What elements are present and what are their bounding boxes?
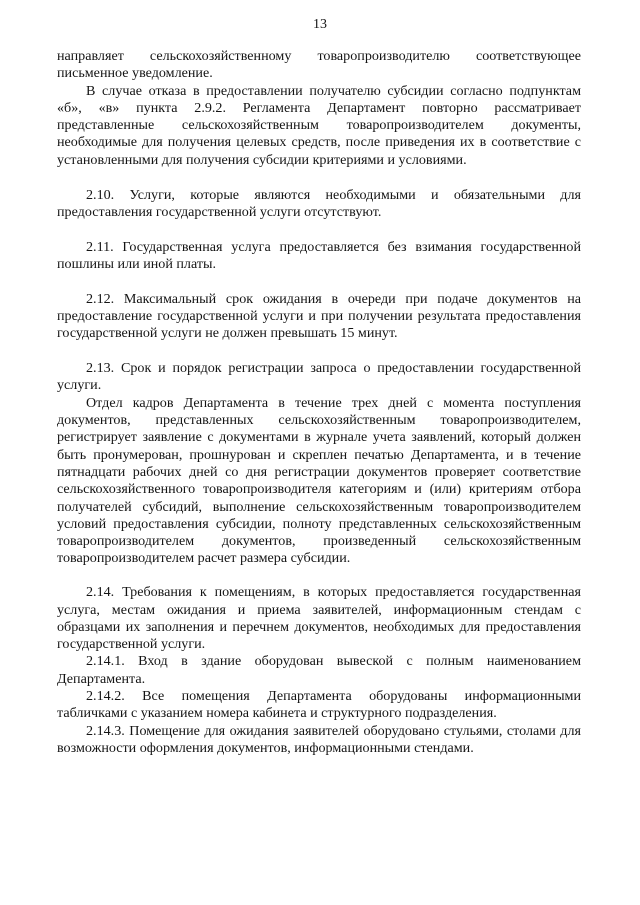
- paragraph-2-14-3: 2.14.3. Помещение для ожидания заявителей оборудовано стульями, столами для возможности оформления документов, информационными стендами.: [57, 722, 581, 756]
- paragraph-2-13: 2.13. Срок и порядок регистрации запроса о предоставлении государственной услуги.: [57, 360, 581, 394]
- paragraph-2-10: 2.10. Услуги, которые являются необходимыми и обязательными для предоставления государственной услуги отсутствуют.: [57, 186, 581, 220]
- paragraph-notification: направляет сельскохозяйственному товаропроизводителю соответствующее письменное уведомление.: [57, 48, 581, 82]
- paragraph-refusal-case: В случае отказа в предоставлении получателю субсидии согласно подпунктам «б», «в» пункта 2.9.2. Регламента Департамент повторно рассматривает представленные сельскохозяйственным товаропроизводителем документы, необходимые для получения целевых средств, после приведения их в соответствие с установленными для получения субсидии критериями и условиями.: [57, 82, 581, 168]
- paragraph-hr-department: Отдел кадров Департамента в течение трех дней с момента поступления документов, представленных сельскохозяйственным товаропроизводителем, регистрирует заявление с документами в журнале учета заявлений, который должен быть пронумерован, прошнурован и скреплен печатью Департамента, и в течение пятнадцати рабочих дней со дня регистрации документов проверяет соответствие сельскохозяйственного товаропроизводителя категориям и (или) критериям отбора получателей субсидий, выполнение сельскохозяйственным товаропроизводителем условий предоставления субсидии, полноту представленных сельскохозяйственным товаропроизводителем документов, произведенный сельскохозяйственным товаропроизводителем расчет размера субсидии.: [57, 394, 581, 567]
- page-number: 13: [313, 17, 327, 32]
- paragraph-2-14: 2.14. Требования к помещениям, в которых предоставляется государственная услуга, местам ожидания и приема заявителей, информационным стендам с образцами их заполнения и перечнем документов, необходимых для предоставления государственной услуги.: [57, 584, 581, 653]
- paragraph-2-12: 2.12. Максимальный срок ожидания в очереди при подаче документов на предоставление государственной услуги и при получении результата предоставления государственной услуги не должен превышать 15 минут.: [57, 290, 581, 342]
- paragraph-2-14-2: 2.14.2. Все помещения Департамента оборудованы информационными табличками с указанием номера кабинета и структурного подразделения.: [57, 688, 581, 722]
- paragraph-2-14-1: 2.14.1. Вход в здание оборудован вывеской с полным наименованием Департамента.: [57, 653, 581, 687]
- document-body: [57, 48, 581, 757]
- paragraph-2-11: 2.11. Государственная услуга предоставляется без взимания государственной пошлины или иной платы.: [57, 238, 581, 272]
